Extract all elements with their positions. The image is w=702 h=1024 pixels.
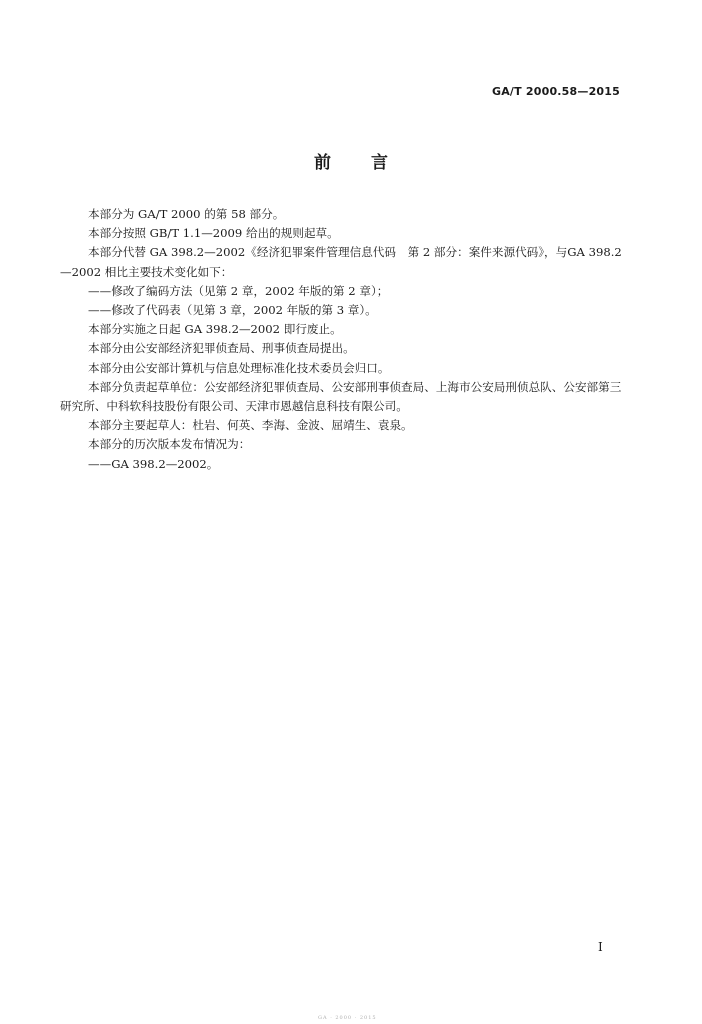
paragraph-history: 本部分的历次版本发布情况为： (88, 437, 251, 452)
list-item-change-coding: ——修改了编码方法（见第 2 章，2002 年版的第 2 章）； (88, 283, 389, 298)
page-number: I (598, 940, 603, 954)
list-item-history-version: ——GA 398.2—2002。 (88, 456, 219, 471)
footer-faint-mark: GA · 2000 · 2015 (318, 1015, 377, 1021)
list-item-change-table: ——修改了代码表（见第 3 章，2002 年版的第 3 章）。 (88, 303, 377, 318)
paragraph-centralizer: 本部分由公安部计算机与信息处理标准化技术委员会归口。 (88, 360, 390, 375)
paragraph-drafting-rules: 本部分按照 GB/T 1.1—2009 给出的规则起草。 (88, 226, 339, 241)
paragraph-scope: 本部分为 GA/T 2000 的第 58 部分。 (88, 207, 285, 221)
paragraph-drafting-units: 本部分负责起草单位：公安部经济犯罪侦查局、公安部刑事侦查局、上海市公安局刑侦总队、公安部第三研究所、中科软科技股份有限公司、天津市恩越信息科技有限公司。 (60, 379, 622, 414)
paragraph-abolish: 本部分实施之日起 GA 398.2—2002 即行废止。 (88, 322, 342, 337)
foreword-body (60, 205, 625, 474)
paragraph-replacement: 本部分代替 GA 398.2—2002《经济犯罪案件管理信息代码 第 2 部分：案件来源代码》，与GA 398.2—2002 相比主要技术变化如下： (60, 245, 622, 279)
standard-code: GA/T 2000.58—2015 (491, 85, 620, 98)
paragraph-drafters: 本部分主要起草人：杜岩、何英、李海、金波、屈靖生、袁泉。 (88, 418, 413, 433)
page-title: 前言 (314, 153, 428, 173)
paragraph-proposer: 本部分由公安部经济犯罪侦查局、刑事侦查局提出。 (88, 341, 355, 356)
